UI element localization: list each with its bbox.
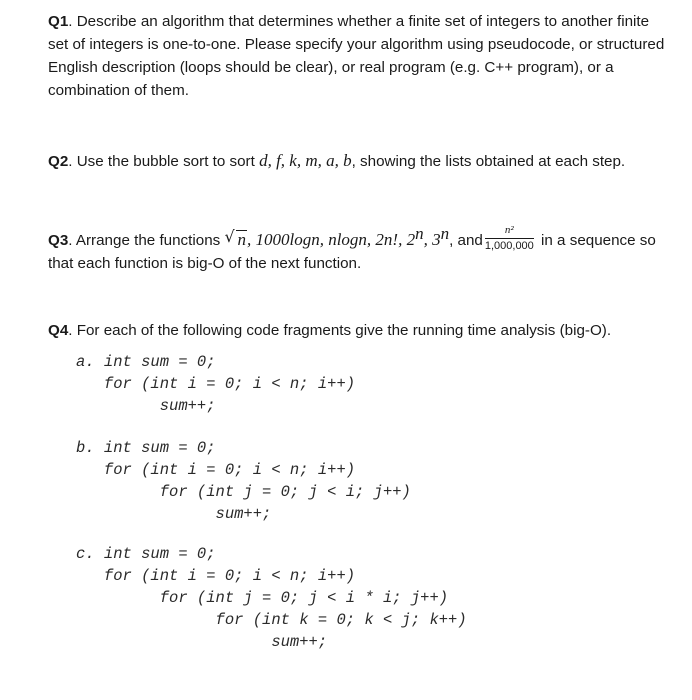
question-2-label: Q2 [48,153,69,170]
question-2-text-after: , showing the lists obtained at each step. [351,153,626,170]
exponent-n-2: n [440,224,450,243]
sqrt-argument: n [237,230,246,250]
question-1 [48,10,668,102]
question-3: Q3. Arrange the functions √ n, 1000logn, nlogn, 2n!, 2$^n$, 3$^n$, and $\frac{\text{n²}}{1,000,000}$ in a sequence so that each function is big-O of the next function. [48,223,656,273]
exponent-n-1: n [415,224,424,243]
question-1-label: Q1 [48,13,69,30]
question-3-and: , and [449,232,483,250]
question-4-label: Q4 [48,322,69,339]
question-3-functions: 1000logn, nlogn, 2n!, 2 [255,230,416,250]
code-fragment-b: b. int sum = 0; for (int i = 0; i < n; i++) for (int j = 0; j < i; j++) sum++; [76,439,411,523]
question-3-label: Q3 [48,232,69,250]
sqrt-expression [224,228,247,251]
question-2-list: d, f, k, m, a, b [259,151,352,170]
code-fragment-c: c. int sum = 0; for (int i = 0; i < n; i++) for (int j = 0; j < i * i; j++) for (int k = 0; k < j; k++) sum++; [76,545,467,651]
sqrt-sign-icon: √ [224,227,235,247]
fraction-denominator: 1,000,000 [484,239,534,252]
question-3-comma-3: , 3 [423,230,441,250]
question-2 [48,149,668,173]
question-2-text-before: . Use the bubble sort to sort [68,153,260,170]
fraction [485,225,534,252]
code-fragment-a: a. int sum = 0; for (int i = 0; i < n; i++) sum++; [76,353,356,415]
question-4-text: . For each of the following code fragments give the running time analysis (big-O). [68,322,612,339]
question-3-text-before: . Arrange the functions [68,232,225,250]
fraction-numerator: n² [485,225,534,239]
question-3-text-after: in a sequence so that each function is big-O of the next function. [48,232,656,273]
question-1-text: . Describe an algorithm that determines whether a finite set of integers to another finite set of integers is one-to-one. Please specify your algorithm using pseudocode, or structured English description (loops should be clear), or real program (e.g. C++ program), or a combination of them. [48,13,665,99]
question-4 [48,319,668,342]
